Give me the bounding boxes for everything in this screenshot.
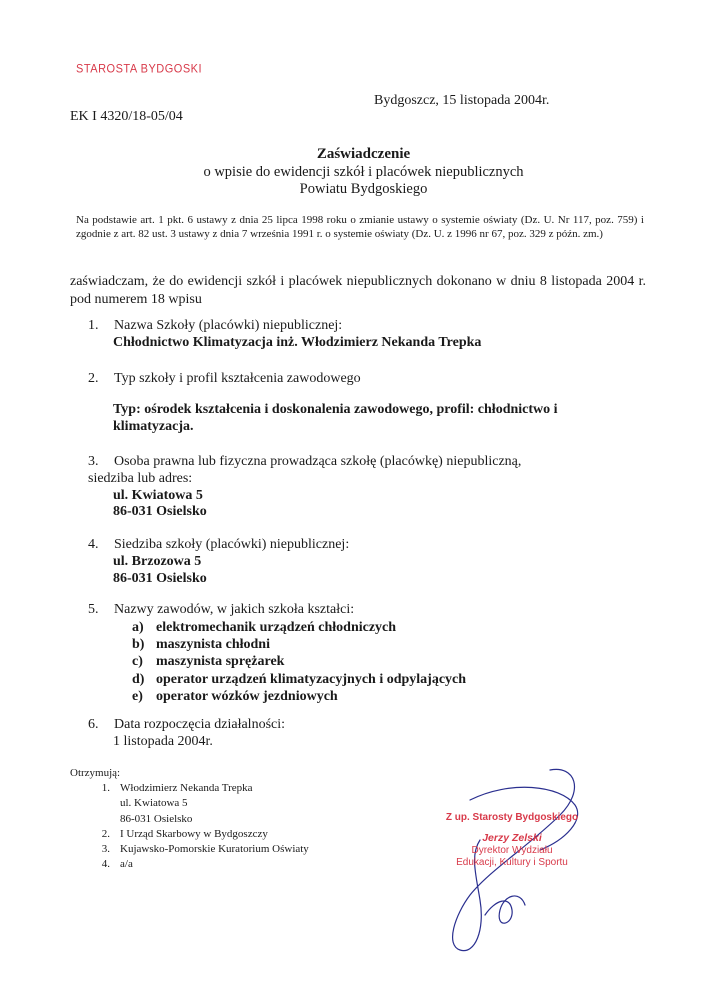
- item-number: 3.: [88, 454, 99, 469]
- item-label: Siedziba szkoły (placówki) niepublicznej:: [114, 537, 350, 552]
- item-label: Data rozpoczęcia działalności:: [114, 717, 286, 732]
- legal-basis: Na podstawie art. 1 pkt. 6 ustawy z dnia 25 lipca 1998 roku o zmianie ustawy o systemie oświaty (Dz. U. Nr 117, poz. 759) i zgodnie z art. 82 ust. 3 ustawy z dnia 7 września 1991 r. o systemie oświaty (Dz. U. z 1996 nr 67, poz. 329 z późn. zm.): [76, 214, 644, 241]
- item-school-type: [88, 371, 361, 388]
- operator-street: ul. Kwiatowa 5: [113, 487, 203, 503]
- item-start-date: [88, 717, 285, 751]
- document-title: Zaświadczenie: [316, 146, 411, 162]
- recipient-city: 86-031 Osielsko: [120, 812, 193, 825]
- profession-item: e) operator wózków jezdniowych: [132, 688, 338, 704]
- document-subtitle-2: Powiatu Bydgoskiego: [299, 181, 428, 197]
- recipient-item: 4. a/a: [101, 858, 133, 871]
- item-number: 2.: [88, 371, 99, 386]
- item-professions: [88, 602, 354, 619]
- signatory-position: Dyrektor Wydziału: [471, 844, 553, 856]
- signatory-department: Edukacji, Kultury i Sportu: [456, 856, 568, 868]
- profession-item: c) maszynista sprężarek: [132, 654, 285, 670]
- place-date: Bydgoszcz, 15 listopada 2004r.: [374, 93, 550, 108]
- item-number: 4.: [88, 537, 99, 552]
- item-label: Nazwa Szkoły (placówki) niepublicznej:: [114, 318, 343, 333]
- certification-statement: zaświadczam, że do ewidencji szkół i placówek niepublicznych dokonano w dniu 8 listopada 2004 r. pod numerem 18 wpisu: [70, 274, 646, 307]
- header-stamp: STAROSTA BYDGOSKI: [76, 62, 203, 76]
- recipients-list: [70, 766, 309, 872]
- recipient-item: 1. Włodzimierz Nekanda Trepka: [101, 782, 253, 795]
- item-label: Nazwy zawodów, w jakich szkoła kształci:: [114, 602, 355, 617]
- item-label: Osoba prawna lub fizyczna prowadząca szkołę (placówkę) niepubliczną, siedziba lub adres:: [88, 454, 522, 486]
- item-school-name: [88, 318, 481, 352]
- recipient-street: ul. Kwiatowa 5: [120, 797, 188, 810]
- signature-stamp: [432, 812, 592, 869]
- school-type-value: Typ: ośrodek kształcenia i doskonalenia zawodowego, profil: chłodnictwo i klimatyzacja.: [113, 402, 558, 434]
- professions-list: [132, 619, 466, 705]
- recipient-item: 2. I Urząd Skarbowy w Bydgoszczy: [101, 827, 268, 840]
- signature-authority: Z up. Starosty Bydgoskiego: [445, 812, 579, 823]
- seat-city: 86-031 Osielsko: [113, 570, 207, 586]
- reference-number: EK I 4320/18-05/04: [70, 109, 183, 124]
- recipients-heading: Otrzymują:: [70, 767, 121, 779]
- document-subtitle-1: o wpisie do ewidencji szkół i placówek niepublicznych: [203, 164, 524, 180]
- item-operator: [88, 454, 558, 521]
- operator-city: 86-031 Osielsko: [113, 504, 207, 520]
- profession-item: d) operator urządzeń klimatyzacyjnych i odpylających: [132, 671, 467, 687]
- item-label: Typ szkoły i profil kształcenia zawodowego: [114, 371, 361, 386]
- item-number: 5.: [88, 602, 99, 617]
- item-school-seat: [88, 537, 349, 587]
- recipient-item: 3. Kujawsko-Pomorskie Kuratorium Oświaty: [101, 842, 309, 855]
- school-name: Chłodnictwo Klimatyzacja inż. Włodzimierz Nekanda Trepka: [113, 334, 482, 350]
- start-date: 1 listopada 2004r.: [113, 733, 213, 749]
- item-number: 6.: [88, 717, 99, 732]
- profession-item: a) elektromechanik urządzeń chłodniczych: [132, 620, 397, 635]
- seat-street: ul. Brzozowa 5: [113, 553, 202, 569]
- profession-item: b) maszynista chłodni: [132, 637, 270, 653]
- item-number: 1.: [88, 318, 99, 333]
- signatory-name: Jerzy Zelski: [482, 832, 542, 844]
